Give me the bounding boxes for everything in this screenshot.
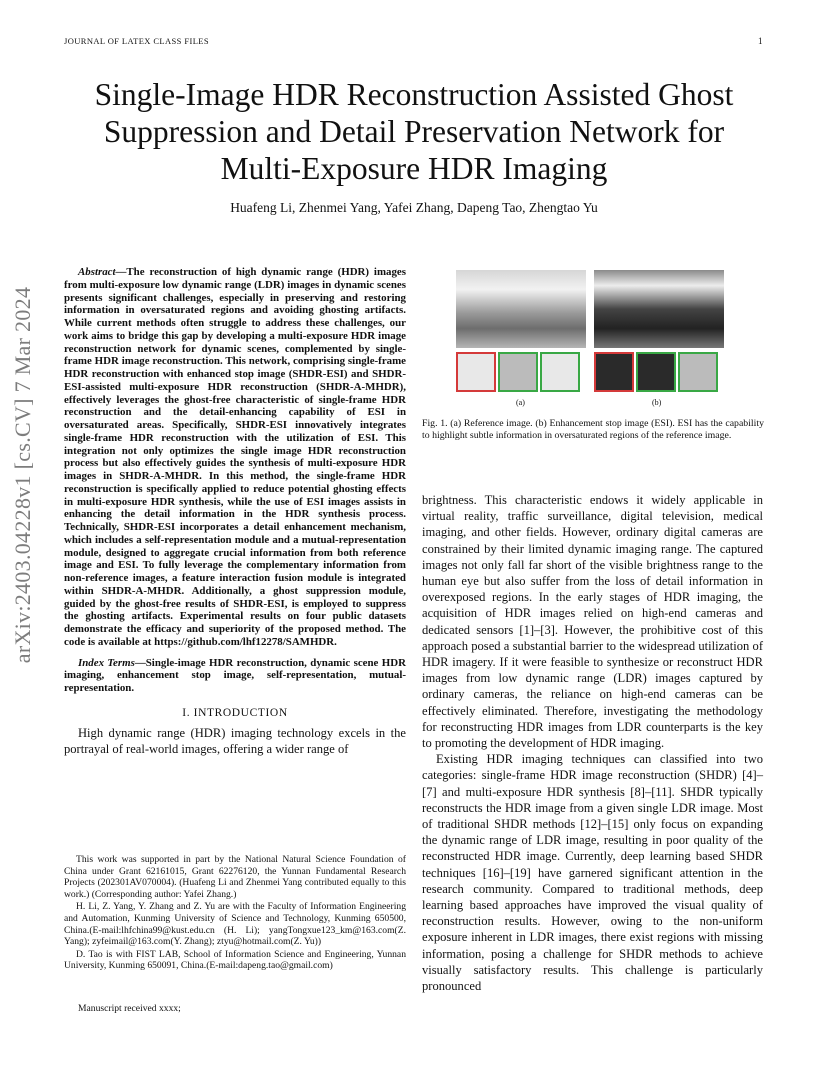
index-terms	[64, 657, 406, 695]
index-terms-label: Index Terms	[78, 656, 135, 669]
figure-1	[456, 270, 726, 410]
abstract-text: —The reconstruction of high dynamic range (HDR) images from multi-exposure low dynamic range (LDR) images in dynamic scenes presents significant challenges, especially in preserving and restoring information in oversaturated regions and avoiding ghosting artifacts. While current methods often struggle to address these challenges, our work aims to bridge this gap by developing a multi-exposure HDR image reconstruction network for dynamic scenes, complemented by single-frame HDR image reconstruction. This network, comprising single-frame HDR reconstruction with enhanced stop image (SHDR-ESI) and SHDR-ESI-assisted multi-exposure HDR reconstruction (SHDR-A-MHDR), effectively leverages the ghost-free characteristic of single-frame HDR reconstruction and the detail-enhancing capability of ESI in oversaturated areas. Specifically, SHDR-ESI innovatively integrates single-frame HDR reconstruction with the utilization of ESI. This integration not only optimizes the single image HDR reconstruction process but also effectively guides the synthesis of multi-exposure HDR images in SHDR-A-MHDR. In this method, the single-frame HDR reconstruction is specifically applied to reduce potential ghosting effects in multi-exposure HDR synthesis, while the use of ESI images assists in enhancing the detail information in the HDR synthesis process. Technically, SHDR-ESI incorporates a detail enhancement mechanism, which includes a self-representation module and a mutual-representation module, designed to aggregate crucial information from both reference image and ESI. To fully leverage the complementary information from non-reference images, a feature interaction fusion module is integrated within SHDR-A-MHDR. Additionally, a ghost suppression module, guided by the ghost-free results of SHDR-ESI, is employed to suppress the ghosting artifacts. Experimental results on four public datasets demonstrate the efficacy and superiority of the proposed method. The code is available at https://github.com/lhf12278/SAMHDR.	[64, 266, 406, 648]
crop-red	[456, 352, 496, 392]
left-column	[64, 266, 406, 757]
crop-green	[636, 352, 676, 392]
running-header: JOURNAL OF LATEX CLASS FILES	[64, 36, 210, 46]
crop-green	[540, 352, 580, 392]
index-terms-text: —Single-image HDR reconstruction, dynamic scene HDR imaging, enhancement stop image, self-representation, mutual-representation.	[64, 656, 406, 694]
manuscript-note: Manuscript received xxxx;	[78, 1003, 181, 1014]
paper-title: Single-Image HDR Reconstruction Assisted Ghost Suppression and Detail Preservation Network for Multi-Exposure HDR Imaging	[94, 77, 734, 186]
footnotes	[64, 854, 406, 973]
intro-paragraph-2: Existing HDR imaging techniques can classified into two categories: single-frame HDR image reconstruction (SHDR) [4]–[7] and multi-exposure HDR synthesis [8]–[11]. SHDR typically reconstructs the HDR image from a given single LDR image. Most of traditional SHDR methods [12]–[15] only focus on expanding the dynamic range of LDR image, resulting in poor quality of the reconstructed HDR image. Currently, deep learning based SHDR techniques [16]–[19] have garnered significant attention in the research community. Compared to traditional methods, deep learning based approaches have improved the visual quality of reconstruction results. However, owing to the non-uniform exposure inherent in LDR images, there exist regions with missing information, posing a challenge for SHDR methods to achieve visually satisfactory results. This challenge is particularly pronounced	[422, 752, 763, 994]
right-column	[422, 492, 763, 994]
abstract-label: Abstract	[78, 266, 116, 278]
footnote-funding: This work was supported in part by the National Natural Science Foundation of China under Grant 62161015, Grant 62276120, the Yunnan Fundamental Research Projects (202301AV070004). (Huafeng Li and Zhenmei Yang contributed equally to this work.) (Corresponding author: Yafei Zhang.)	[64, 854, 406, 900]
esi-crops	[594, 352, 718, 392]
intro-paragraph-start: High dynamic range (HDR) imaging technology excels in the portrayal of real-world images, offering a wider range of	[64, 725, 406, 756]
intro-paragraph-1: brightness. This characteristic endows it widely applicable in virtual reality, traffic surveillance, digital television, medical imaging, and other fields. However, ordinary digital cameras are constrained by their limited dynamic imaging range. The captured images not only fall far short of the visible brightness range to the human eye but also suffer from the loss of detail information in overexposed regions. In the early stages of HDR imaging, the acquisition of HDR images relied on high-end cameras and dedicated sensors [1]–[3]. However, the prohibitive cost of this approach posed a substantial barrier to the widespread utilization of HDR imagery. If it were feasible to synthesize or reconstruct HDR images from low dynamic range (LDR) images captured by ordinary cameras, the reliance on high-end cameras can be effectively eliminated. Therefore, investigating the methodology for reconstructing HDR images from LDR counterparts is the key to promoting the development of HDR imaging.	[422, 493, 763, 751]
figure-label-a: (a)	[516, 398, 525, 407]
arxiv-watermark: arXiv:2403.04228v1 [cs.CV] 7 Mar 2024	[10, 286, 35, 664]
reference-crops	[456, 352, 580, 392]
figure-caption: Fig. 1. (a) Reference image. (b) Enhancement stop image (ESI). ESI has the capability to highlight subtle information in oversaturated regions of the reference image.	[422, 418, 764, 441]
footnote-affiliation-1: H. Li, Z. Yang, Y. Zhang and Z. Yu are with the Faculty of Information Engineering and Automation, Kunming University of Science and Technology, Kunming 650500, China.(E-mail:lhfchina99@kust.edu.cn (H. Li); yangTongxue123_km@163.com(Z. Yang); zyfeimail@163.com(Y. Zhang); ztyu@hotmail.com(Z. Yu))	[64, 901, 406, 948]
figure-label-b: (b)	[652, 398, 662, 407]
reference-image	[456, 270, 586, 348]
crop-green	[678, 352, 718, 392]
crop-red	[594, 352, 634, 392]
section-heading-introduction: I. INTRODUCTION	[182, 706, 288, 719]
author-list: Huafeng Li, Zhenmei Yang, Yafei Zhang, Dapeng Tao, Zhengtao Yu	[230, 200, 598, 215]
abstract	[64, 266, 406, 649]
footnote-affiliation-2: D. Tao is with FIST LAB, School of Information Science and Engineering, Yunnan University, Kunming 650091, China.(E-mail:dapeng.tao@gmail.com)	[64, 948, 406, 972]
crop-green	[498, 352, 538, 392]
esi-image	[594, 270, 724, 348]
page-number: 1	[758, 36, 763, 46]
